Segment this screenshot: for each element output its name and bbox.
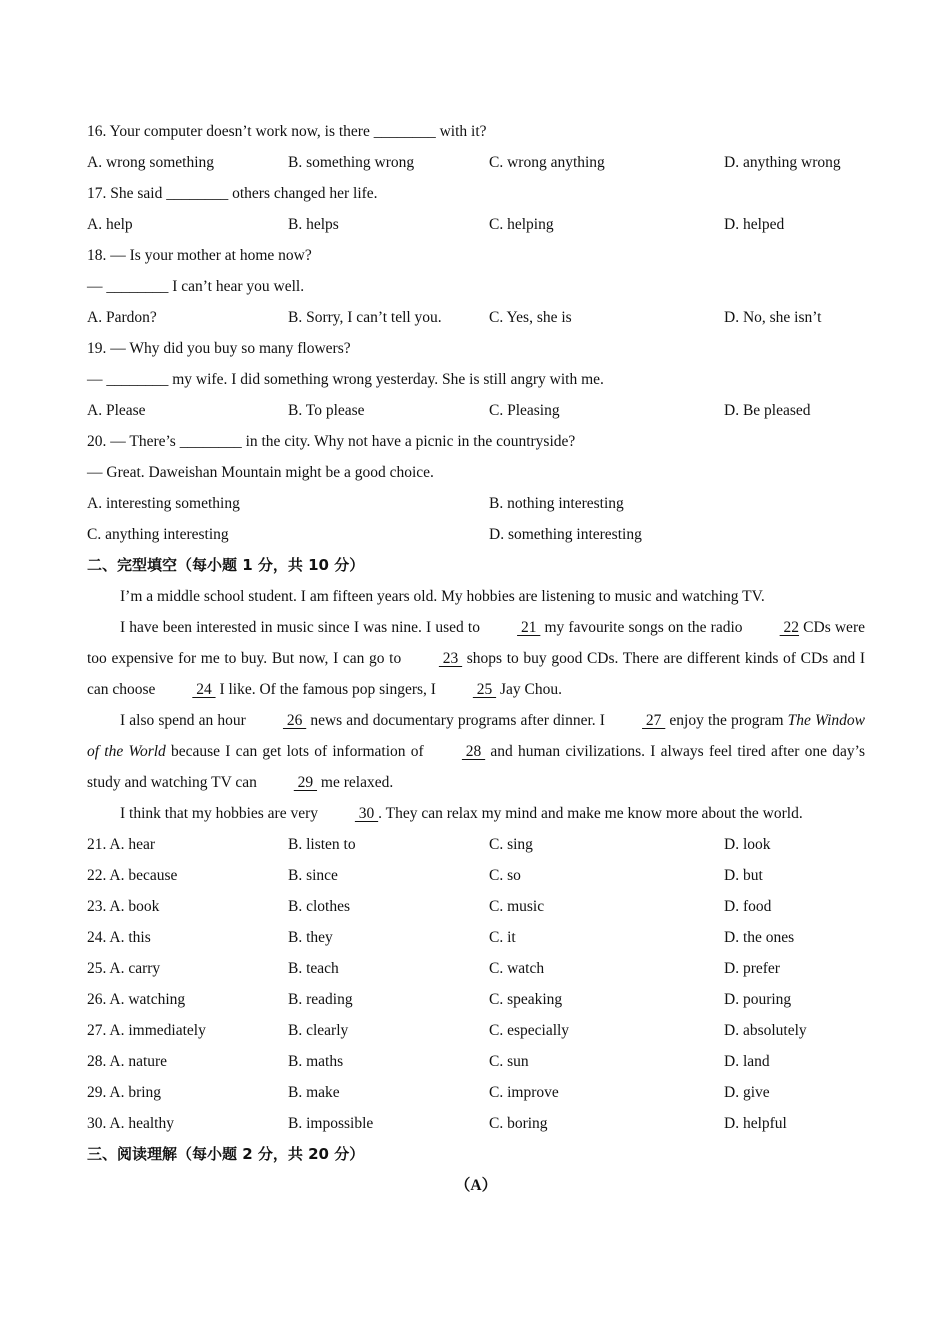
blank-29: 29 (293, 774, 318, 791)
cloze-question-row (87, 984, 865, 1015)
q18-option-b: B. Sorry, I can’t tell you. (288, 309, 442, 326)
cloze-option: B. listen to (288, 836, 356, 853)
blank-27: 27 (642, 712, 666, 729)
q16-option-c: C. wrong anything (489, 154, 605, 171)
cloze-option: B. clothes (288, 898, 350, 915)
q20-option-c: C. anything interesting (87, 526, 229, 543)
cloze-questions (87, 829, 865, 1139)
cloze-option: 21. A. hear (87, 836, 156, 853)
cloze-text: Jay Chou. (496, 681, 562, 698)
cloze-option: 25. A. carry (87, 960, 161, 977)
cloze-option: 30. A. healthy (87, 1115, 174, 1132)
cloze-paragraph-1: I’m a middle school student. I am fifteen years old. My hobbies are listening to music and watching TV. (120, 588, 765, 605)
blank-26: 26 (282, 712, 307, 729)
q17-options (87, 209, 865, 240)
q17-option-c: C. helping (489, 216, 554, 233)
cloze-passage (87, 581, 865, 829)
q18-stem-1: 18. — Is your mother at home now? (87, 247, 312, 264)
cloze-option: 29. A. bring (87, 1084, 162, 1101)
blank-23: 23 (438, 650, 463, 667)
cloze-option: D. land (724, 1053, 770, 1070)
blank-21: 21 (517, 619, 541, 636)
cloze-option: D. the ones (724, 929, 795, 946)
q19-option-b: B. To please (288, 402, 365, 419)
q17-option-b: B. helps (288, 216, 339, 233)
blank-24: 24 (192, 681, 216, 698)
cloze-option: 28. A. nature (87, 1053, 168, 1070)
cloze-text: I like. Of the famous pop singers, I (215, 681, 440, 698)
q16-option-d: D. anything wrong (724, 154, 841, 171)
cloze-question-row (87, 922, 865, 953)
cloze-option: 23. A. book (87, 898, 160, 915)
cloze-text: . They can relax my mind and make me know more about the world. (378, 805, 803, 822)
section-3-title: 三、阅读理解（每小题 2 分，共 20 分） (87, 1145, 365, 1163)
q19-stem-2: — ________ my wife. I did something wrong yesterday. She is still angry with me. (87, 371, 604, 388)
cloze-text: I think that my hobbies are very (120, 805, 322, 822)
q20-option-a: A. interesting something (87, 495, 240, 512)
cloze-text: because I can get lots of information of (165, 743, 429, 760)
cloze-option: B. since (288, 867, 338, 884)
blank-30: 30 (354, 805, 379, 822)
cloze-option: B. teach (288, 960, 339, 977)
cloze-option: D. absolutely (724, 1022, 807, 1039)
cloze-option: B. maths (288, 1053, 344, 1070)
q19-option-c: C. Pleasing (489, 402, 560, 419)
cloze-option: B. make (288, 1084, 340, 1101)
q18-option-c: C. Yes, she is (489, 309, 572, 326)
cloze-option: D. give (724, 1084, 770, 1101)
cloze-option: B. impossible (288, 1115, 374, 1132)
q18-stem-2: — ________ I can’t hear you well. (87, 278, 305, 295)
cloze-option: 24. A. this (87, 929, 151, 946)
cloze-text: news and documentary programs after dinner. I (306, 712, 610, 729)
q17-stem: 17. She said ________ others changed her life. (87, 185, 378, 202)
cloze-option: D. helpful (724, 1115, 787, 1132)
cloze-paragraph-3 (87, 705, 865, 798)
cloze-option: C. watch (489, 960, 545, 977)
q16-option-b: B. something wrong (288, 154, 415, 171)
cloze-question-row (87, 953, 865, 984)
q18-option-a: A. Pardon? (87, 309, 157, 326)
exam-page (87, 116, 865, 1201)
blank-22: 22 (779, 619, 800, 636)
cloze-option: C. especially (489, 1022, 570, 1039)
q18-options (87, 302, 865, 333)
q17-option-d: D. helped (724, 216, 785, 233)
q20-options-row-2 (87, 519, 865, 550)
cloze-question-row (87, 1046, 865, 1077)
cloze-option: D. pouring (724, 991, 792, 1008)
cloze-option: B. reading (288, 991, 353, 1008)
cloze-option: D. but (724, 867, 763, 884)
q20-stem-2: — Great. Daweishan Mountain might be a good choice. (87, 464, 434, 481)
q20-options-row-1 (87, 488, 865, 519)
cloze-option: C. improve (489, 1084, 559, 1101)
cloze-text: my favourite songs on the radio (540, 619, 747, 636)
cloze-question-row (87, 860, 865, 891)
cloze-option: C. it (489, 929, 516, 946)
cloze-question-row (87, 829, 865, 860)
cloze-option: 27. A. immediately (87, 1022, 206, 1039)
cloze-text: enjoy the program (665, 712, 788, 729)
q20-option-b: B. nothing interesting (489, 495, 624, 512)
cloze-option: D. prefer (724, 960, 780, 977)
cloze-question-row (87, 1108, 865, 1139)
cloze-text: shops to buy good CDs. There are different kinds of CDs and I can choose (87, 650, 865, 698)
q16-option-a: A. wrong something (87, 154, 215, 171)
q16-options (87, 147, 865, 178)
q16-stem: 16. Your computer doesn’t work now, is there ________ with it? (87, 123, 487, 140)
cloze-question-row (87, 891, 865, 922)
cloze-option: C. boring (489, 1115, 548, 1132)
cloze-option: C. music (489, 898, 545, 915)
cloze-question-row (87, 1015, 865, 1046)
q20-stem-1: 20. — There’s ________ in the city. Why not have a picnic in the countryside? (87, 433, 576, 450)
cloze-text: CDs were too expensive for me to buy. But now, I can go to (87, 619, 865, 667)
cloze-option: C. speaking (489, 991, 563, 1008)
blank-25: 25 (472, 681, 497, 698)
cloze-text: and human civilizations. I always feel tired after one day’s study and watching TV can (87, 743, 865, 791)
cloze-option: B. clearly (288, 1022, 349, 1039)
cloze-text: I also spend an hour (120, 712, 250, 729)
cloze-option: C. sing (489, 836, 533, 853)
q19-options (87, 395, 865, 426)
cloze-text: I have been interested in music since I was nine. I used to (120, 619, 485, 636)
q20-option-d: D. something interesting (489, 526, 642, 543)
q19-stem-1: 19. — Why did you buy so many flowers? (87, 340, 351, 357)
q19-option-a: A. Please (87, 402, 146, 419)
q17-option-a: A. help (87, 216, 133, 233)
passage-a-label: （A） (454, 1177, 498, 1194)
cloze-option: D. food (724, 898, 772, 915)
cloze-paragraph-2 (87, 612, 865, 705)
cloze-option: C. so (489, 867, 521, 884)
cloze-option: D. look (724, 836, 771, 853)
cloze-option: B. they (288, 929, 333, 946)
blank-28: 28 (461, 743, 486, 760)
q18-option-d: D. No, she isn’t (724, 309, 822, 326)
cloze-option: 22. A. because (87, 867, 178, 884)
program-title: The Window of the World (87, 712, 865, 760)
cloze-option: C. sun (489, 1053, 529, 1070)
cloze-paragraph-4 (87, 798, 865, 829)
cloze-option: 26. A. watching (87, 991, 186, 1008)
section-2-title: 二、完型填空（每小题 1 分，共 10 分） (87, 556, 365, 574)
cloze-text: me relaxed. (317, 774, 394, 791)
cloze-question-row (87, 1077, 865, 1108)
q19-option-d: D. Be pleased (724, 402, 811, 419)
